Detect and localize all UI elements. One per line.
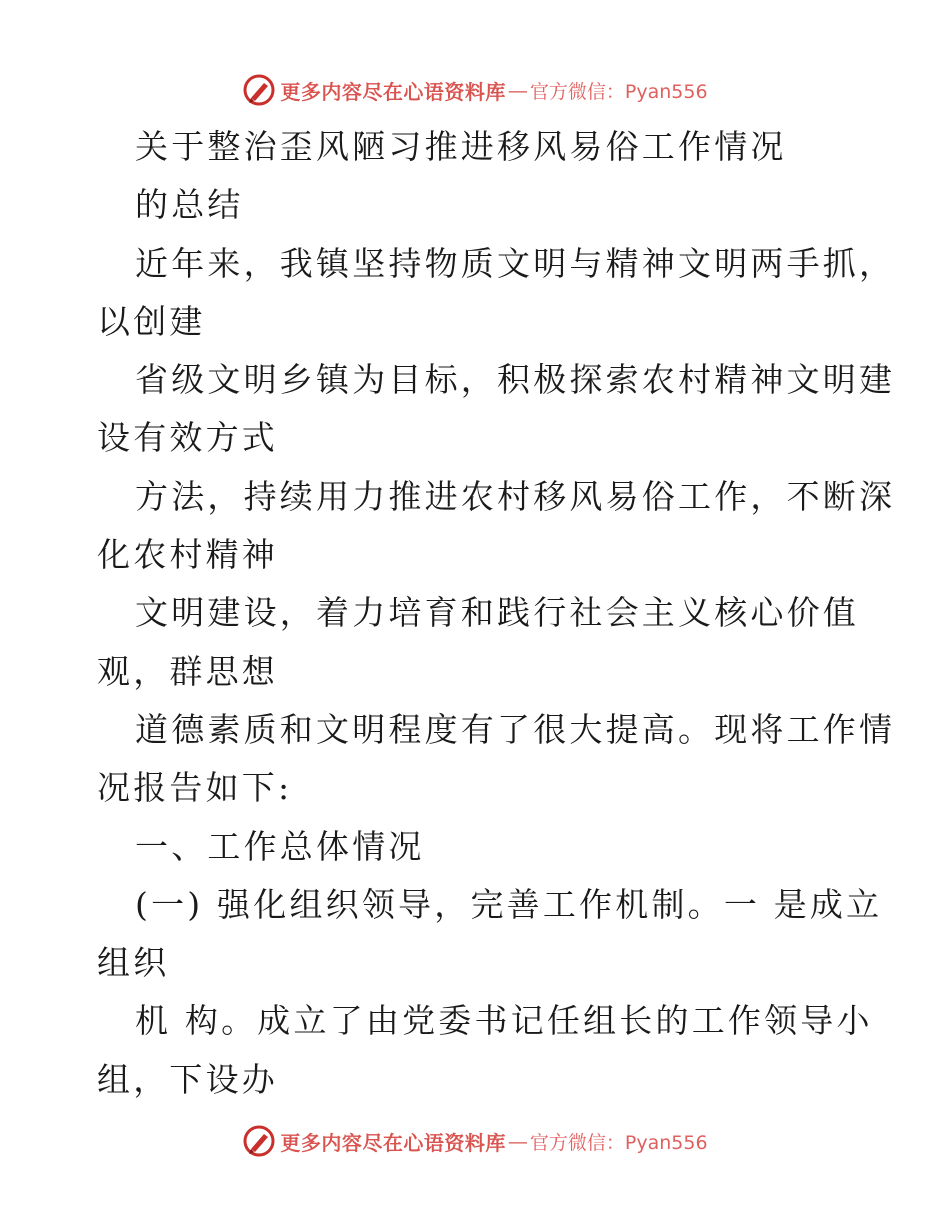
text-line: 近年来，我镇坚持物质文明与精神文明两手抓， [135, 243, 896, 283]
subsection-heading: (一) 强化组织领导，完善工作机制。一 是成立 [135, 884, 883, 924]
watermark-dash: — [507, 78, 528, 102]
title-line-1: 关于整治歪风陋习推进移风易俗工作情况 [135, 127, 787, 166]
footer-watermark [0, 1121, 950, 1161]
watermark-contact-text: 官方微信：Pyan556 [529, 1131, 708, 1154]
text-line: 组织 [97, 943, 170, 983]
text-line: 化农村精神 [97, 535, 278, 575]
text-line: 设有效方式 [97, 418, 278, 458]
watermark-library-text: 更多内容尽在心语资料库 [280, 79, 506, 104]
text-line: 组，下设办 [97, 1059, 278, 1099]
pen-logo-icon [242, 1124, 276, 1158]
watermark-dash: — [507, 1129, 528, 1153]
text-line: 况报告如下: [97, 768, 293, 808]
pen-logo-icon [242, 73, 276, 107]
header-watermark [0, 70, 950, 110]
text-line: 机 构。成立了由党委书记任组长的工作领导小 [135, 1001, 873, 1041]
text-line: 观，群思想 [97, 651, 278, 691]
watermark-contact-text: 官方微信：Pyan556 [529, 80, 708, 103]
text-line: 道德素质和文明程度有了很大提高。现将工作情 [135, 709, 896, 749]
text-line: 方法，持续用力推进农村移风易俗工作，不断深 [135, 476, 896, 516]
title-line-2: 的总结 [135, 185, 244, 225]
text-line: 省级文明乡镇为目标，积极探索农村精神文明建 [135, 360, 896, 400]
text-line: 以创建 [97, 301, 206, 341]
watermark-library-text: 更多内容尽在心语资料库 [280, 1130, 506, 1155]
section-heading: 一、工作总体情况 [135, 826, 425, 866]
document-body [97, 118, 896, 1109]
text-line: 文明建设，着力培育和践行社会主义核心价值 [135, 593, 859, 633]
